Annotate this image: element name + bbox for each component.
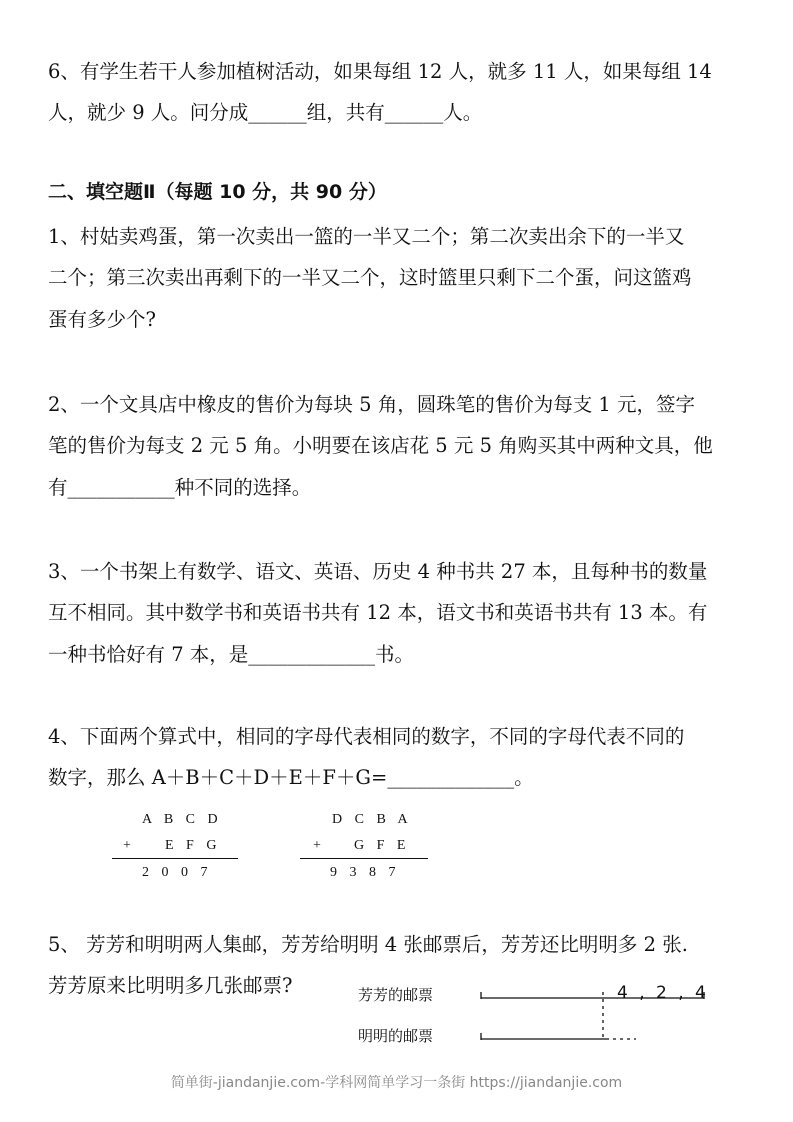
p2-line-3: 有___________种不同的选择。 — [48, 476, 312, 499]
q6-line-2: 人，就少 9 人。问分成______组，共有______人。 — [48, 101, 483, 124]
eq1-plus: + — [123, 838, 131, 853]
label-mingming-stamps: 明明的邮票 — [358, 1027, 434, 1045]
section-heading: 二、填空题Ⅱ（每题 10 分，共 90 分） — [48, 181, 387, 203]
p1-line-3: 蛋有多少个? — [48, 308, 156, 331]
p2-line-2: 笔的售价为每支 2 元 5 角。小明要在该店花 5 元 5 角购买其中两种文具，他 — [48, 434, 713, 457]
p4-line-1: 4、下面两个算式中，相同的字母代表相同的数字，不同的字母代表不同的 — [48, 725, 685, 748]
eq2-sum-line — [300, 858, 428, 859]
eq1-row-2: E F G — [165, 838, 217, 853]
p5-line-2: 芳芳原来比明明多几张邮票? — [48, 974, 293, 997]
eq1-sum-line — [112, 858, 238, 859]
eq1-row-1: A B C D — [142, 812, 218, 827]
label-fangfang-stamps: 芳芳的邮票 — [358, 986, 434, 1004]
footer-watermark: 简单街-jiandanjie.com-学科网简单学习一条街 https://jiandanjie.com — [170, 1075, 623, 1091]
eq2-row-1: D C B A — [332, 812, 408, 827]
p1-line-2: 二个；第三次卖出再剩下的一半又二个，这时篮里只剩下二个蛋，问这篮鸡 — [48, 266, 692, 289]
eq2-row-2: G F E — [354, 838, 406, 853]
p4-line-2: 数字，那么 A＋B＋C＋D＋E＋F＋G=_____________。 — [48, 766, 534, 789]
q6-line-1: 6、有学生若干人参加植树活动，如果每组 12 人，就多 11 人，如果每组 14 — [48, 60, 712, 83]
p1-line-1: 1、村姑卖鸡蛋，第一次卖出一篮的一半又二个；第二次卖出余下的一半又 — [48, 225, 685, 248]
eq2-plus: + — [313, 838, 321, 853]
p3-line-3: 一种书恰好有 7 本，是_____________书。 — [48, 643, 415, 666]
eq2-result: 9 3 8 7 — [330, 865, 396, 880]
p3-line-1: 3、一个书架上有数学、语文、英语、历史 4 种书共 27 本，且每种书的数量 — [48, 560, 708, 583]
segment-values: 4 , 2 , 4 — [617, 983, 706, 1003]
p2-line-1: 2、一个文具店中橡皮的售价为每块 5 角，圆珠笔的售价为每支 1 元，签字 — [48, 393, 696, 416]
p3-line-2: 互不相同。其中数学书和英语书共有 12 本，语文书和英语书共有 13 本。有 — [48, 601, 708, 624]
eq1-result: 2 0 0 7 — [142, 865, 208, 880]
p5-line-1: 5、 芳芳和明明两人集邮，芳芳给明明 4 张邮票后，芳芳还比明明多 2 张. — [48, 933, 688, 956]
